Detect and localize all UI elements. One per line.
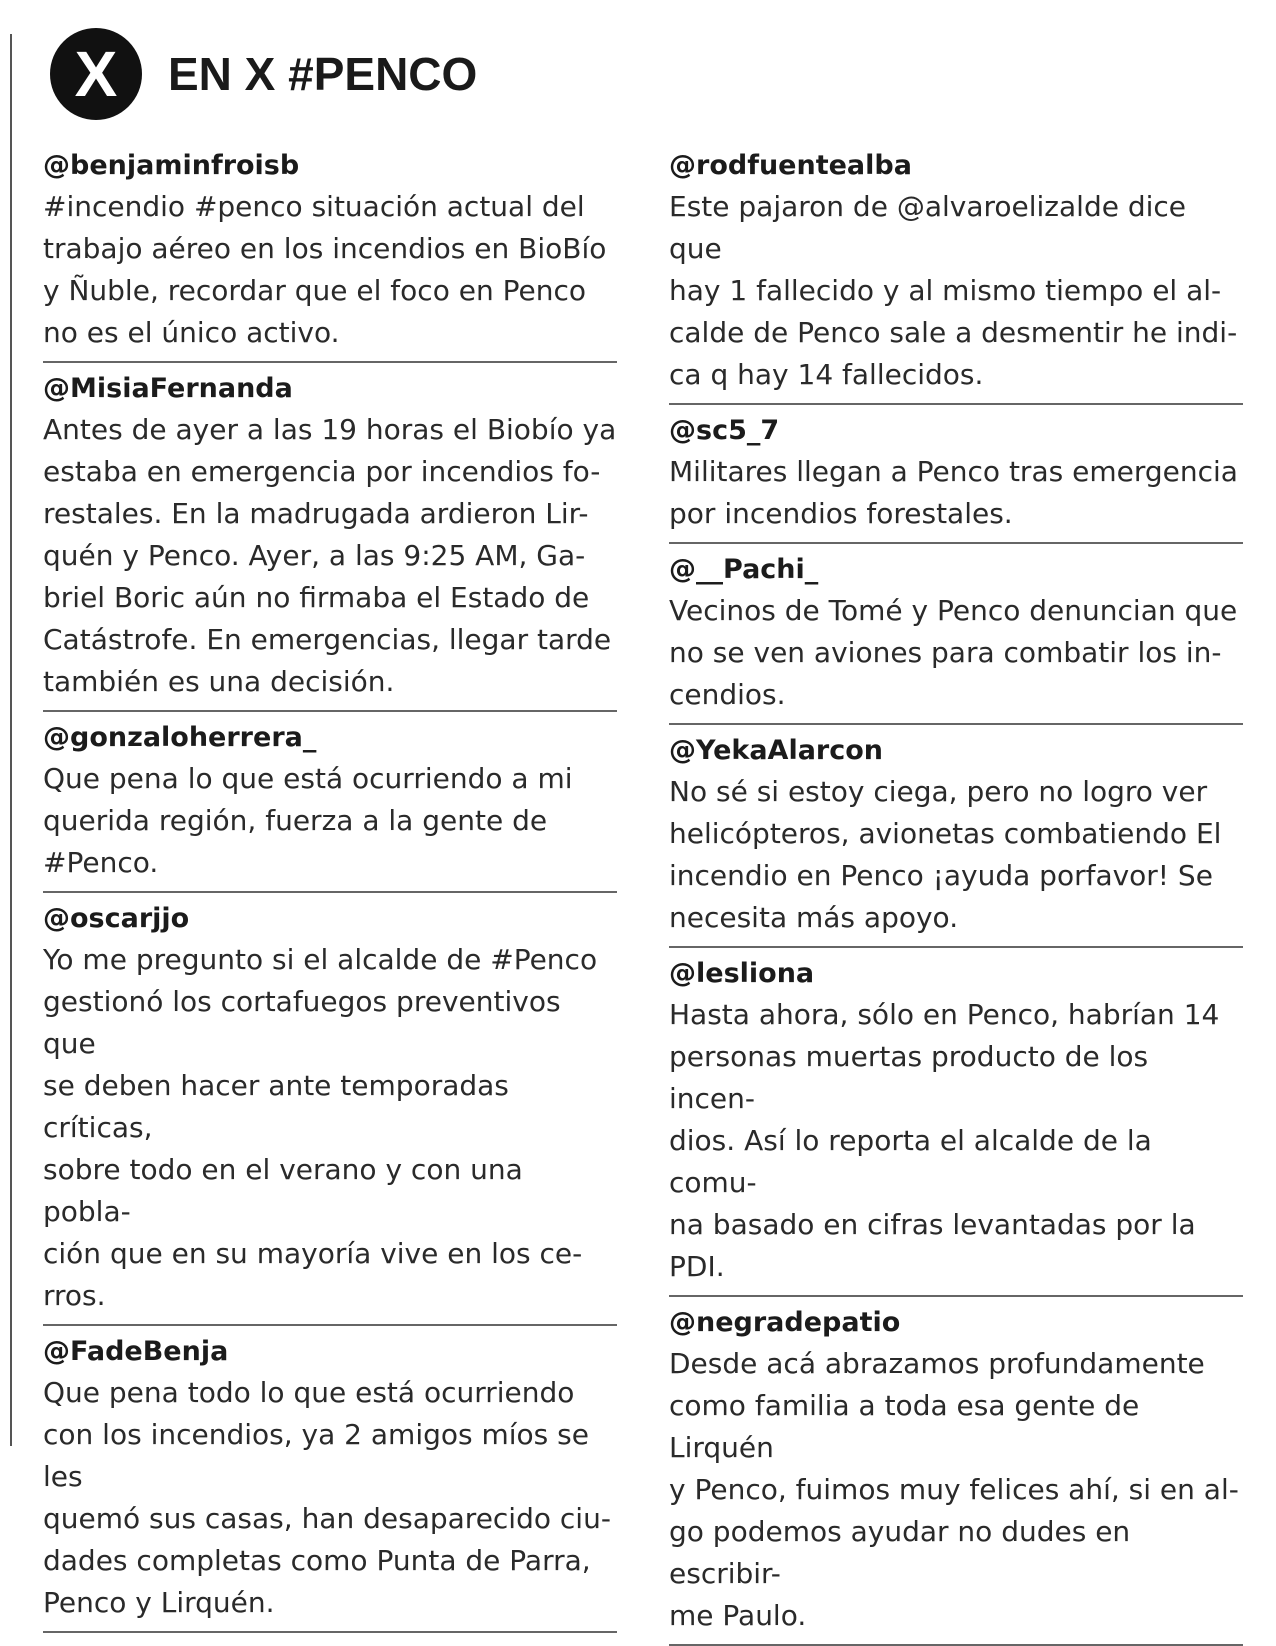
post-handle: @lesliona — [669, 958, 815, 989]
post-rodfuentealba — [669, 140, 1243, 405]
post-misiafernanda — [43, 363, 617, 712]
post-oscarjjo — [43, 893, 617, 1326]
post-text: Yo me pregunto si el alcalde de #Penco gestionó los cortafuegos preventivos que se deben hacer ante temporadas críticas, sobre todo en el verano y con una pobla- ción que en su mayoría vive en los ce- rros. — [43, 943, 598, 1312]
section-title: EN X #PENCO — [168, 48, 478, 100]
post-text: Hasta ahora, sólo en Penco, habrían 14 personas muertas producto de los incen- dios. Así lo reporta el alcalde de la comu- na basado en cifras levantadas por la PDI. — [669, 998, 1220, 1283]
page-left-rule — [10, 34, 12, 1446]
post-handle: @sc5_7 — [669, 415, 780, 446]
post-handle: @YekaAlarcon — [669, 735, 884, 766]
left-column — [43, 140, 617, 1633]
post-handle: @FadeBenja — [43, 1336, 229, 1367]
post-yekaalarcon — [669, 725, 1243, 948]
post-sc5-7 — [669, 405, 1243, 544]
section-header — [50, 28, 477, 120]
post-handle: @negradepatio — [669, 1307, 901, 1338]
post-text: Desde acá abrazamos profundamente como familia a toda esa gente de Lirquén y Penco, fuimos muy felices ahí, si en al- go podemos ayudar no dudes en escribir- me Paulo. — [669, 1347, 1239, 1632]
x-logo-icon: X — [50, 28, 142, 120]
post-text: No sé si estoy ciega, pero no logro ver helicópteros, avionetas combatiendo El incendio en Penco ¡ayuda porfavor! Se necesita más apoyo. — [669, 775, 1222, 934]
post-fadebenja — [43, 1326, 617, 1633]
post-text: Militares llegan a Penco tras emergencia por incendios forestales. — [669, 455, 1238, 530]
post-text: Que pena lo que está ocurriendo a mi querida región, fuerza a la gente de #Penco. — [43, 762, 573, 879]
post-pachi — [669, 544, 1243, 725]
post-handle: @MisiaFernanda — [43, 373, 293, 404]
post-benjaminfroisb — [43, 140, 617, 363]
post-text: Vecinos de Tomé y Penco denuncian que no se ven aviones para combatir los in- cendios. — [669, 594, 1238, 711]
post-gonzaloherrera — [43, 712, 617, 893]
post-text: #incendio #penco situación actual del trabajo aéreo en los incendios en BioBío y Ñuble, recordar que el foco en Penco no es el único activo. — [43, 190, 607, 349]
right-column — [669, 140, 1243, 1646]
post-handle: @benjaminfroisb — [43, 150, 300, 181]
post-text: Antes de ayer a las 19 horas el Biobío ya estaba en emergencia por incendios fo- restales. En la madrugada ardieron Lir- quén y Penco. Ayer, a las 9:25 AM, Ga- briel Boric aún no firmaba el Estado de Catástrofe. En emergencias, llegar tarde también es una decisión. — [43, 413, 617, 698]
post-handle: @__Pachi_ — [669, 554, 819, 585]
post-text: Que pena todo lo que está ocurriendo con los incendios, ya 2 amigos míos se les quemó sus casas, han desaparecido ciu- dades completas como Punta de Parra, Penco y Lirquén. — [43, 1376, 611, 1619]
post-handle: @rodfuentealba — [669, 150, 912, 181]
post-lesliona — [669, 948, 1243, 1297]
post-handle: @oscarjjo — [43, 903, 190, 934]
post-text: Este pajaron de @alvaroelizalde dice que hay 1 fallecido y al mismo tiempo el al- calde de Penco sale a desmentir he indi- ca q hay 14 fallecidos. — [669, 190, 1238, 391]
post-handle: @gonzaloherrera_ — [43, 722, 317, 753]
